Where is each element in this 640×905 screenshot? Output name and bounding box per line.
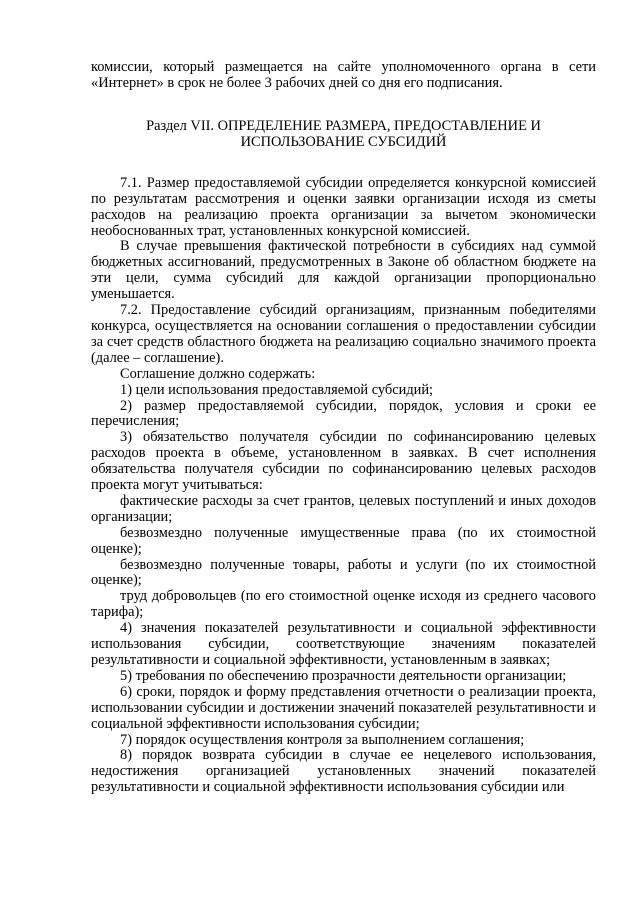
sub-item-property-rights: безвозмездно полученные имущественные права (по их стоимостной оценке); [91, 524, 596, 557]
paragraph-7-1: 7.1. Размер предоставляемой субсидии определяется конкурсной комиссией по результатам рассмотрения и оценки заявки организации исходя из сметы расходов на реализацию проекта организации за вычетом экономически необоснованных трат, установленных конкурсной комиссией. [91, 174, 596, 239]
list-item-6: 6) сроки, порядок и форму представления отчетности о реализации проекта, использовании субсидии и достижении значений показателей результативности и социальной эффективности использования субсидии; [91, 683, 596, 732]
paragraph-7-2: 7.2. Предоставление субсидий организациям, признанным победителями конкурса, осуществляется на основании соглашения о предоставлении субсидии за счет средств областного бюджета на реализацию социально значимого проекта (далее – соглашение). [91, 302, 596, 366]
list-item-7: 7) порядок осуществления контроля за выполнением соглашения; [120, 731, 525, 748]
list-item-3: 3) обязательство получателя субсидии по софинансированию целевых расходов проекта в объеме, установленном в заявках. В счет исполнения обязательства получателя субсидии по софинансированию целевых расходов проекта могут учитываться: [91, 429, 596, 494]
sub-item-goods-services: безвозмездно полученные товары, работы и услуги (по их стоимостной оценке); [91, 556, 596, 589]
list-item-1: 1) цели использования предоставляемой субсидий; [120, 381, 434, 398]
sub-item-actual-expenses: фактические расходы за счет грантов, целевых поступлений и иных доходов организации; [91, 492, 596, 525]
list-item-2: 2) размер предоставляемой субсидии, порядок, условия и сроки ее перечисления; [91, 397, 596, 430]
paragraph-budget-excess: В случае превышения фактической потребности в субсидиях над суммой бюджетных ассигнований, предусмотренных в Законе об областном бюджете на эти цели, сумма субсидий для каждой организации пропорционально уменьшается. [91, 238, 596, 303]
list-item-8: 8) порядок возврата субсидии в случае ее нецелевого использования, недостижения организацией установленных значений показателей результативности и социальной эффективности использования субсидии или [91, 747, 596, 796]
list-item-5: 5) требования по обеспечению прозрачности деятельности организации; [120, 667, 567, 684]
intro-paragraph: комиссии, который размещается на сайте уполномоченного органа в сети «Интернет» в срок не более 3 рабочих дней со дня его подписания. [91, 59, 596, 91]
list-item-4: 4) значения показателей результативности и социальной эффективности использования субсидии, соответствующие значениям показателей результативности и социальной эффективности, установленным в заявках; [91, 620, 596, 668]
section-heading [91, 118, 596, 150]
paragraph-agreement-contents: Соглашение должно содержать: [120, 365, 316, 382]
document-page [91, 60, 596, 796]
section-heading-line-2: ИСПОЛЬЗОВАНИЕ СУБСИДИЙ [240, 133, 447, 150]
section-heading-line-1: Раздел VII. ОПРЕДЕЛЕНИЕ РАЗМЕРА, ПРЕДОСТАВЛЕНИЕ И [146, 117, 541, 134]
sub-item-volunteer-labor: труд добровольцев (по его стоимостной оценке исходя из среднего часового тарифа); [91, 588, 596, 621]
